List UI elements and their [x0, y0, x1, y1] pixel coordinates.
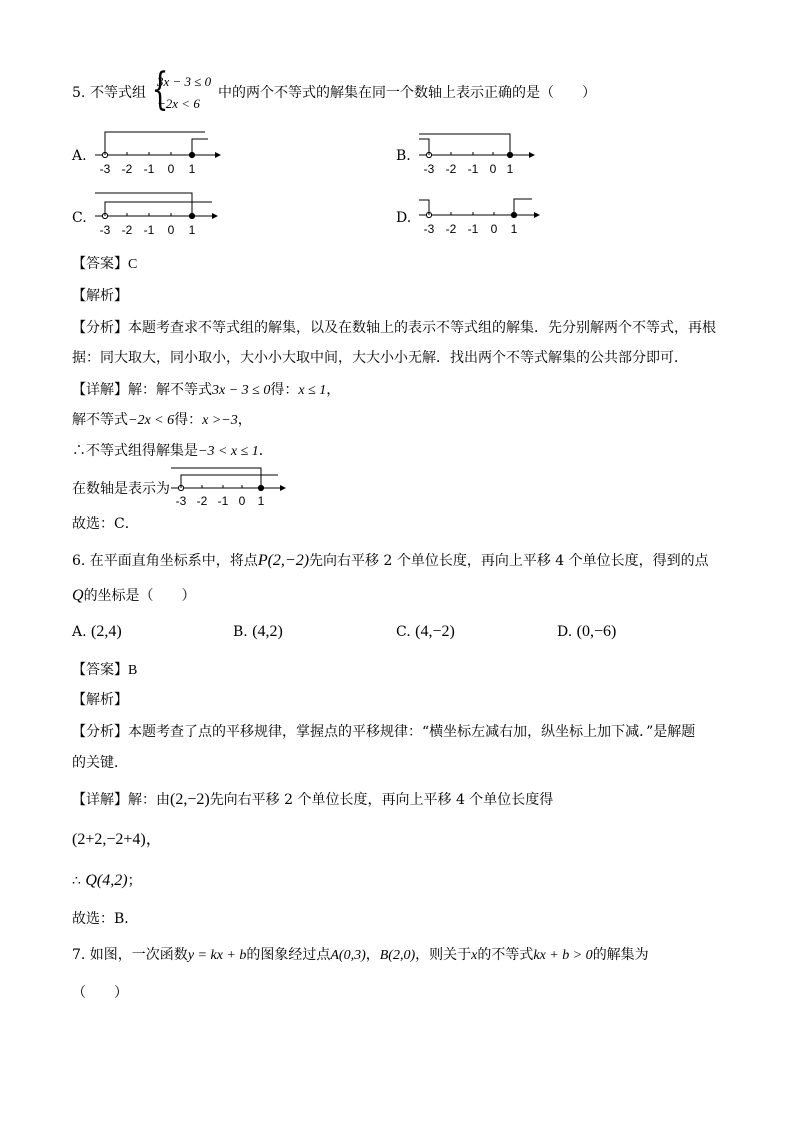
q5-c-tick-label: 0: [167, 223, 175, 237]
q6-detail-line-1: [72, 790, 553, 810]
math: Q: [72, 587, 84, 604]
option-label: A.: [72, 624, 87, 640]
answer-tag: 【答案】: [72, 662, 128, 678]
q6-option-d[interactable]: [557, 622, 616, 642]
q5-detail-line-3: [72, 441, 273, 462]
q5-a-tick-label: 0: [167, 162, 175, 176]
q5-option-c-number-line[interactable]: [90, 188, 225, 238]
stem-text: 的图象经过点: [246, 947, 331, 963]
q5-number: 5.: [72, 85, 86, 101]
answer-tag: 【答案】: [72, 256, 128, 272]
math: kx + b > 0: [533, 948, 593, 963]
detail-text: 解：解不等式: [128, 382, 212, 398]
punct: ，: [326, 382, 341, 398]
q5-answer-line: [72, 254, 137, 275]
q6-detail-line-2: (2+2,−2+4)，: [72, 831, 162, 848]
q6-stem-line-2: [72, 586, 196, 606]
math: B(2,0): [379, 948, 416, 963]
q5-detail-line-4: 在数轴是表示为: [72, 481, 170, 497]
q5-d-tick-label: 1: [510, 222, 518, 236]
q5-a-tick-label: -1: [143, 162, 155, 176]
q6-option-c[interactable]: [396, 622, 455, 642]
option-label: B.: [233, 624, 248, 640]
q5-stem-after: 中的两个不等式的解集在同一个数轴上表示正确的是（ ）: [218, 85, 596, 101]
punct: ；: [127, 873, 142, 889]
q6-analysis-tag: 【解析】: [72, 692, 128, 708]
q5-option-d-number-line[interactable]: [414, 188, 549, 238]
q5-analysis-tag: 【解析】: [72, 288, 128, 304]
detail-text: 得：: [174, 412, 203, 428]
q5-option-b-label: B.: [396, 148, 411, 164]
answer-value: C: [128, 257, 138, 272]
q5-choose: 故选：C．: [72, 516, 139, 532]
stem-text: 的坐标是（ ）: [83, 588, 196, 604]
math: Q(4,2): [85, 872, 128, 889]
fenxi-tag: 【分析】: [72, 724, 128, 740]
math: P(2,−2): [257, 552, 310, 569]
option-value: (4,−2): [415, 623, 455, 640]
q5-fenxi-line-1: [72, 318, 716, 338]
solution-tick-label: -1: [217, 494, 229, 508]
q5-fenxi-line-2: 据：同大取大，同小取小，大小小大取中间，大大小小无解．找出两个不等式解集的公共部分即可．: [72, 350, 688, 366]
option-value: (2,4): [91, 623, 122, 640]
q5-b-tick-label: 0: [489, 162, 497, 176]
math: −3 < x ≤ 1: [198, 444, 259, 459]
fenxi-tag: 【分析】: [72, 320, 128, 336]
solution-tick-label: -3: [175, 494, 187, 508]
detail-text: 解：由: [128, 792, 170, 808]
q6-choose: 故选：B．: [72, 911, 139, 927]
detail-text: ∴不等式组得解集是: [72, 443, 198, 459]
q5-option-a-label: A.: [72, 148, 87, 164]
fenxi-text: 本题考查了点的平移规律，掌握点的平移规律：“横坐标左减右加，纵坐标上加下减．”是解题: [128, 724, 696, 740]
q5-option-c-label: C.: [72, 210, 87, 226]
math: x: [471, 948, 478, 963]
q5-b-tick-label: -1: [467, 162, 479, 176]
q5-a-tick-label: -2: [121, 162, 133, 176]
q5-solution-number-line: [168, 464, 298, 509]
stem-text: 先向右平移 2 个单位长度，再向上平移 4 个单位长度，得到的点: [309, 553, 709, 569]
q5-inequality-2: −2x < 6: [157, 96, 200, 111]
stem-text: 6. 在平面直角坐标系中，将点: [72, 553, 258, 569]
punct: ．: [258, 443, 273, 459]
therefore-symbol: ∴: [72, 873, 81, 889]
q6-fenxi-line-2: 的关键．: [72, 755, 128, 771]
detail-text: 先向右平移 2 个单位长度，再向上平移 4 个单位长度得: [209, 792, 554, 808]
option-label: C.: [396, 624, 411, 640]
solution-tick-label: -2: [196, 494, 208, 508]
stem-text: ，则关于: [415, 947, 472, 963]
option-value: (4,2): [252, 623, 283, 640]
q5-c-tick-label: -1: [143, 223, 155, 237]
solution-tick-label: 1: [257, 494, 265, 508]
q5-a-tick-label: -3: [99, 162, 111, 176]
math: A(0,3): [330, 948, 366, 963]
q5-b-tick-label: -3: [423, 162, 435, 176]
q5-option-d-label: D.: [396, 210, 412, 226]
q5-c-tick-label: -3: [99, 223, 111, 237]
q5-d-tick-label: -2: [445, 222, 457, 236]
q6-stem-line-1: [72, 551, 709, 571]
q5-d-tick-label: -1: [467, 222, 479, 236]
detail-text: 得：: [270, 382, 299, 398]
q5-option-a-number-line[interactable]: [90, 125, 225, 175]
stem-text: 的解集为: [592, 947, 649, 963]
q6-fenxi-line-1: [72, 722, 695, 742]
option-value: (0,−6): [576, 623, 617, 640]
math: (2,−2): [170, 791, 210, 808]
q5-option-b-number-line[interactable]: [414, 125, 549, 175]
q7-stem-line-2: （ ）: [72, 985, 128, 1001]
q5-detail-line-1: [72, 380, 340, 401]
solution-tick-label: 0: [238, 494, 246, 508]
stem-text: 7. 如图，一次函数: [72, 947, 188, 963]
answer-value: B: [128, 663, 138, 678]
detail-text: 解不等式: [72, 412, 128, 428]
q5-c-tick-label: -2: [121, 223, 133, 237]
stem-text: 的不等式: [477, 947, 534, 963]
math: x >−3: [202, 413, 238, 428]
q5-inequality-1: 3x − 3 ≤ 0: [157, 74, 212, 89]
q5-detail-line-2: [72, 410, 252, 431]
q6-option-a[interactable]: [72, 622, 122, 642]
q5-d-tick-label: 0: [490, 222, 498, 236]
q5-system-brace: {: [151, 64, 169, 115]
q5-b-tick-label: -2: [445, 162, 457, 176]
q5-c-tick-label: 1: [188, 223, 196, 237]
q5-stem-before: 不等式组: [90, 85, 146, 101]
q6-answer-line: [72, 660, 137, 681]
detail-tag: 【详解】: [72, 382, 128, 398]
math: 3x − 3 ≤ 0: [212, 383, 271, 398]
math: y = kx + b: [187, 948, 247, 963]
q5-b-tick-label: 1: [506, 162, 514, 176]
q6-option-b[interactable]: [233, 622, 283, 642]
punct: ，: [237, 412, 252, 428]
option-label: D.: [557, 624, 573, 640]
math: x ≤ 1: [298, 383, 327, 398]
detail-tag: 【详解】: [72, 792, 128, 808]
q7-stem-line-1: [72, 945, 649, 966]
punct: ，: [365, 947, 380, 963]
fenxi-text: 本题考查求不等式组的解集，以及在数轴上的表示不等式组的解集．先分别解两个不等式，再根: [128, 320, 716, 336]
q5-a-tick-label: 1: [188, 162, 196, 176]
math: −2x < 6: [128, 413, 175, 428]
q5-d-tick-label: -3: [423, 222, 435, 236]
q6-detail-line-3: [72, 871, 142, 891]
